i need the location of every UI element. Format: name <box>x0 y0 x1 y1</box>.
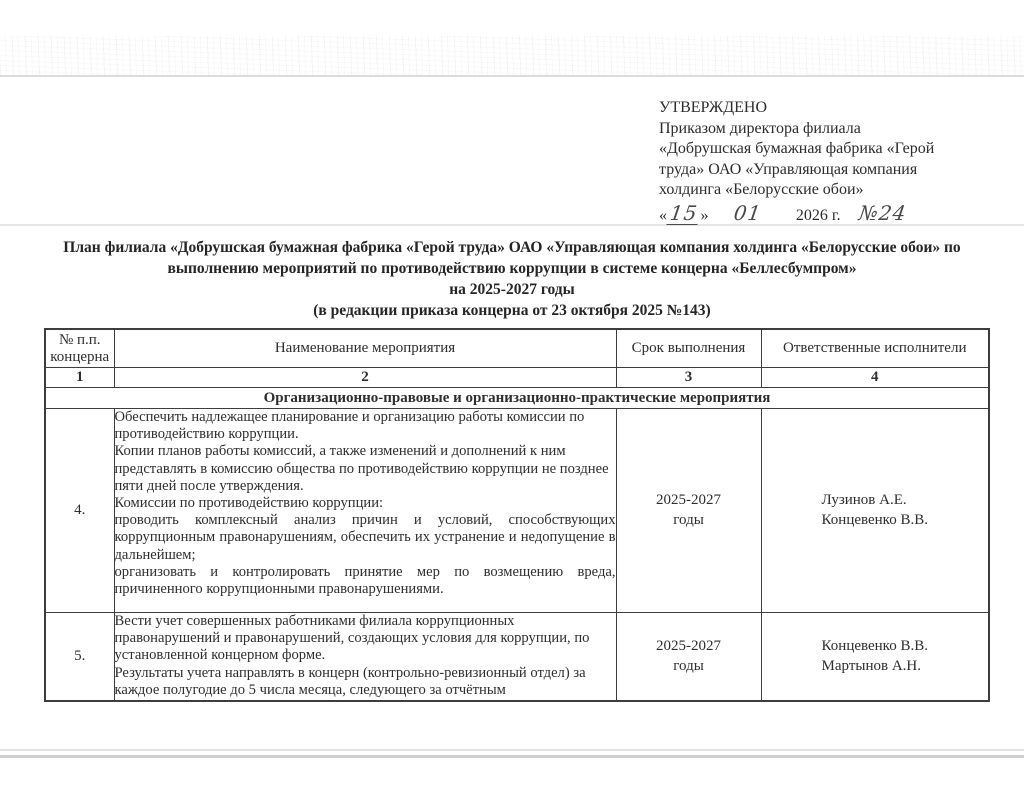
table-header-row <box>45 329 989 368</box>
executors-cell <box>761 409 989 613</box>
header-term: Срок выполнения <box>616 329 761 368</box>
plan-table <box>44 328 990 702</box>
row-number: 5. <box>45 613 114 702</box>
column-number-1: 1 <box>45 368 114 388</box>
activity-cell <box>114 613 616 702</box>
approved-label: УТВЕРЖДЕНО <box>659 99 768 116</box>
table-row <box>45 409 989 613</box>
executor-names <box>822 491 928 530</box>
section-header: Организационно-правовые и организационно-практические мероприятия <box>45 388 989 409</box>
handwritten-day: 15 <box>668 200 700 225</box>
header-number: № п.п. концерна <box>45 329 114 368</box>
section-header-row <box>45 388 989 409</box>
table-row <box>45 613 989 702</box>
approval-date-line <box>659 200 1004 227</box>
column-number-3: 3 <box>616 368 761 388</box>
title-line-2: выполнению мероприятий по противодействию коррупции в системе концерна «Беллесбумпром» <box>167 260 857 277</box>
executors-cell <box>761 613 989 702</box>
handwritten-order-number: №24 <box>857 200 908 225</box>
scan-noise-band <box>0 36 1024 76</box>
term-word: годы <box>673 511 704 528</box>
executor-name: Концевенко В.В. <box>821 638 928 654</box>
term-cell <box>616 409 761 613</box>
term-word: годы <box>673 657 704 674</box>
activity-paragraph: Вести учет совершенных работниками филиала коррупционных правонарушений и правонарушений, создающих условия для коррупции, по установленной концерном форме. <box>114 613 590 664</box>
title-line-4: (в редакции приказа концерна от 23 октября 2025 №143) <box>313 302 711 319</box>
row-number: 4. <box>45 409 114 613</box>
activity-paragraph: Обеспечить надлежащее планирование и организацию работы комиссии по противодействию коррупции. <box>114 409 585 443</box>
column-numbers-row <box>45 368 989 388</box>
term-cell <box>616 613 761 702</box>
executor-names <box>822 637 928 676</box>
column-number-2: 2 <box>114 368 616 388</box>
activity-paragraph: организовать и контролировать принятие мер по возмещению вреда, причиненного коррупционными правонарушениями. <box>114 563 616 598</box>
executor-name: Концевенко В.В. <box>821 511 928 528</box>
activity-paragraph: Результаты учета направлять в концерн (контрольно-ревизионный отдел) за каждое полугодие до 5 числа месяца, следующего за отчётным <box>114 664 586 698</box>
handwritten-month: 01 <box>732 200 764 225</box>
term-years: 2025-2027 <box>656 492 721 508</box>
date-close-quote: » <box>700 206 709 224</box>
column-number-4: 4 <box>761 368 989 388</box>
approval-block <box>659 98 1004 226</box>
title-line-1: План филиала «Добрушская бумажная фабрика «Герой труда» ОАО «Управляющая компания холдинга «Белорусские обои» по <box>63 239 961 256</box>
header-executors: Ответственные исполнители <box>761 329 989 368</box>
scan-artifact-line-bottom-2 <box>0 755 1024 758</box>
scan-artifact-line-bottom-1 <box>0 749 1024 751</box>
title-line-3: на 2025-2027 годы <box>449 281 575 298</box>
activity-paragraph: проводить комплексный анализ причин и условий, способствующих коррупционным правонарушениям, обеспечить их устранение и недопущение в дальнейшем; <box>114 512 616 563</box>
approval-order-line-1: Приказом директора филиала <box>659 119 861 137</box>
scan-artifact-line-top <box>0 75 1024 77</box>
approval-order-line-3: труда» ОАО «Управляющая компания <box>659 160 918 178</box>
executor-name: Мартынов А.Н. <box>821 657 921 674</box>
printed-year: 2026 г. <box>795 206 841 224</box>
executor-name: Лузинов А.Е. <box>821 492 907 508</box>
activity-cell <box>114 409 616 613</box>
approval-order-line-4: холдинга «Белорусские обои» <box>659 181 864 198</box>
document-title <box>40 237 984 321</box>
term-years: 2025-2027 <box>656 638 721 654</box>
activity-paragraph: Комиссии по противодействию коррупции: <box>114 495 384 512</box>
approval-order-line-2: «Добрушская бумажная фабрика «Герой <box>659 140 935 157</box>
activity-paragraph: Копии планов работы комиссий, а также изменений и дополнений к ним представлять в комиссию общества по противодействию коррупции не позднее пяти дней после утверждения. <box>114 443 609 494</box>
date-open-quote: « <box>659 206 667 224</box>
header-activity: Наименование мероприятия <box>114 329 616 368</box>
